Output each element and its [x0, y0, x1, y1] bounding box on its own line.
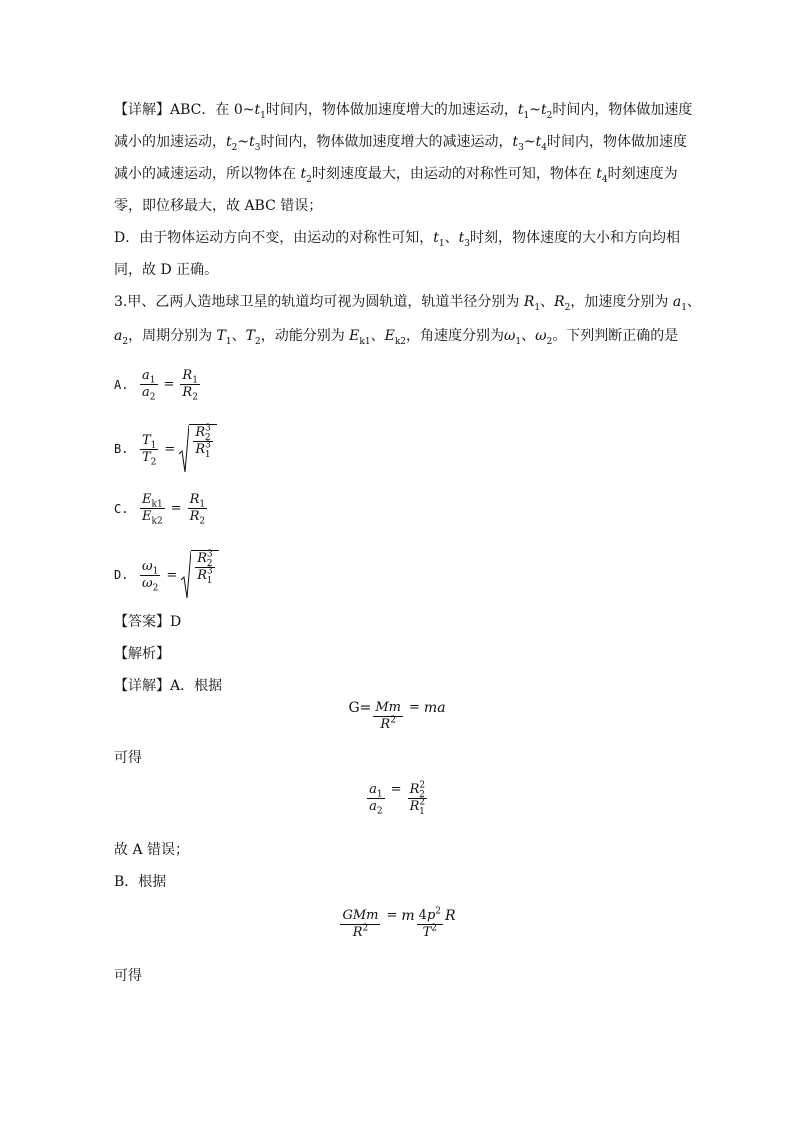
sqrt-symbol: $\frac{R^3_2}{R^3_1}$	[179, 424, 216, 474]
option-label: A.	[114, 377, 129, 392]
answer-line	[114, 612, 181, 632]
fraction: $\frac{E_{k1}}{E_{k2}}$	[142, 492, 163, 527]
option-a: A. $\frac{a_1}{a_2}$ = $\frac{R_1}{R_2}$	[114, 368, 198, 403]
detail-tag: 【详解】	[114, 678, 170, 694]
text-seg: 时间内，物体做加速度增大的加速运动，	[265, 102, 518, 118]
text-seg: 时刻，物体速度的大小和方向均相	[469, 230, 680, 246]
analysis-tag: 【解析】	[114, 646, 170, 662]
answer-tag: 【答案】	[114, 614, 170, 630]
formula-gravity-period: $\frac{\text{GMm}}{R^2}$ = m $\frac{4p^2}{T^2}$ R	[342, 906, 456, 940]
text-seg: 同，故 D 正确。	[114, 262, 219, 278]
text-line-2: 减小的加速运动，$t_2\sim t_3$时间内，物体做加速度增大的减速运动，$t_3\sim t_4$时间内，物体做加速度	[114, 134, 687, 153]
text-seg: 可得	[114, 968, 142, 984]
text-seg: 减小的加速运动，	[114, 134, 226, 150]
text-seg: 时间内，物体做加速度	[546, 134, 687, 150]
formula-gravity-acceleration: G= $\frac{Mm}{R^2}$ = ma	[348, 700, 446, 732]
text-seg: 3.甲、乙两人造地球卫星的轨道均可视为圆轨道，轨道半径分别为	[114, 294, 524, 310]
fraction: $\frac{T_1}{T_2}$	[142, 432, 157, 468]
text-seg: 零，即位移最大，故 ABC 错误；	[114, 198, 323, 214]
question-line-1: 3.甲、乙两人造地球卫星的轨道均可视为圆轨道，轨道半径分别为 $R_1$、$R_2$，加速度分别为 $a_1$、	[114, 294, 701, 313]
text-seg: D．由于物体运动方向不变，由运动的对称性可知，	[114, 230, 434, 246]
option-c: C. $\frac{E_{k1}}{E_{k2}}$ = $\frac{R_1}{R_2}$	[114, 492, 206, 527]
text-seg: 时刻速度最大，由运动的对称性可知，物体在	[311, 166, 597, 182]
text-seg: 可得	[114, 750, 142, 766]
text-seg: 时间内，物体做加速度增大的减速运动，	[260, 134, 513, 150]
get-line-2	[114, 966, 142, 986]
option-d: D. $\frac{\omega_1}{\omega_2}$ = $\frac{R^3_2}{R^3_1}$	[114, 550, 219, 600]
text-seg: 。下列判断正确的是	[552, 328, 679, 344]
text-seg: A．根据	[170, 678, 223, 694]
conclusion-a	[114, 840, 189, 860]
get-line-1	[114, 748, 142, 768]
text-seg: ，周期分别为	[128, 328, 217, 344]
fraction: $\frac{R_1}{R_2}$	[182, 368, 198, 403]
detail-b-line	[114, 872, 166, 892]
option-b: B. $\frac{T_1}{T_2}$ = $\frac{R^3_2}{R^3_1}$	[114, 424, 217, 474]
text-line-5: D．由于物体运动方向不变，由运动的对称性可知，$t_1$、$t_3$时刻，物体速度的大小和方向均相	[114, 230, 680, 249]
fraction: $\frac{a_1}{a_2}$	[142, 368, 156, 403]
text-line-6	[114, 260, 218, 280]
text-seg: ，加速度分别为	[570, 294, 673, 310]
option-label: B.	[114, 442, 129, 456]
analysis-line	[114, 644, 170, 664]
text-seg: ABC．在 0~	[170, 102, 255, 118]
text-line-1: 【详解】ABC．在 $0\sim t_1$时间内，物体做加速度增大的加速运动，$t_1\sim t_2$时间内，物体做加速度	[114, 102, 693, 121]
option-label: D.	[114, 568, 129, 582]
text-seg: 故 A 错误；	[114, 842, 190, 858]
text-line-3: 减小的减速运动，所以物体在 $t_2$时刻速度最大，由运动的对称性可知，物体在 $t_4$时刻速度为	[114, 166, 678, 185]
question-line-2: $a_2$，周期分别为 $T_1$、$T_2$，动能分别为 $E_{k1}$、$E_{k2}$，角速度分别为$\omega_1$、$\omega_2$。下列判断正确的是	[114, 328, 679, 347]
text-line-4	[114, 196, 322, 216]
text-seg: ，动能分别为	[260, 328, 350, 344]
sqrt-symbol: $\frac{R^3_2}{R^3_1}$	[181, 550, 218, 600]
fraction: $\frac{\omega_1}{\omega_2}$	[142, 558, 159, 594]
text-seg: 减小的减速运动，所以物体在	[114, 166, 301, 182]
text-seg: B．根据	[114, 874, 167, 890]
formula-acceleration-ratio: $\frac{a_1}{a_2}$ = $\frac{R^2_2}{R^2_1}$	[369, 780, 426, 817]
fraction: $\frac{R_1}{R_2}$	[189, 492, 206, 527]
text-seg: 时间内，物体做加速度	[552, 102, 693, 118]
detail-tag: 【详解】	[114, 102, 170, 118]
detail-a-line	[114, 676, 222, 696]
text-seg: ，角速度分别为	[406, 328, 504, 344]
text-seg: 时刻速度为	[607, 166, 678, 182]
option-label: C.	[114, 501, 129, 516]
answer-value: D	[170, 614, 182, 630]
